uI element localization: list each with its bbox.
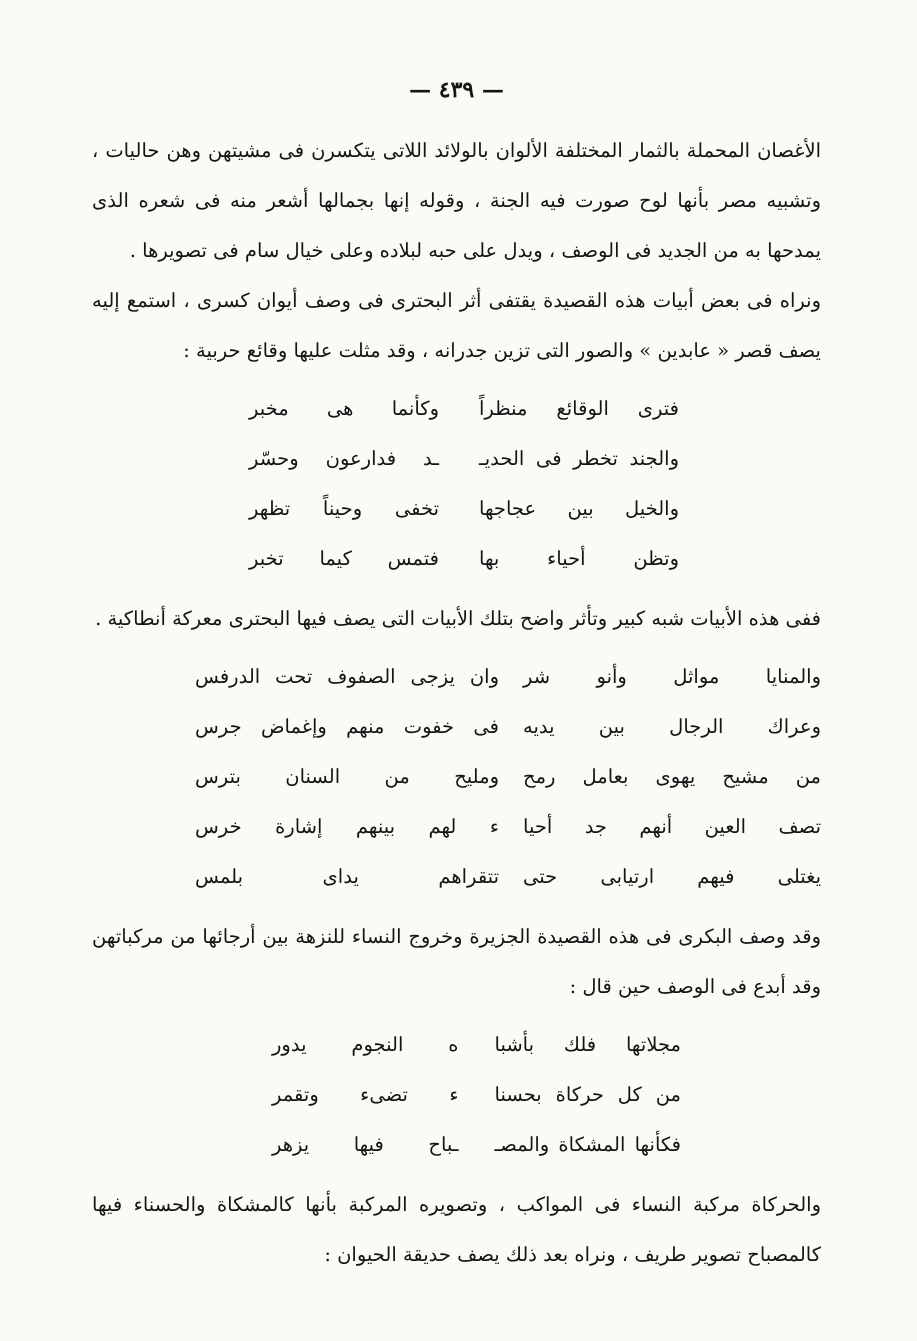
paragraph-4: وقد وصف البكرى فى هذه القصيدة الجزيرة وخروج النساء للنزهة بين أرجائها من مركباتهن وقد أبدع فى الوصف حين قال : [92, 925, 821, 998]
paragraph-5: والحركاة مركبة النساء فى المواكب ، وتصويره المركبة بأنها كالمشكاة والحسناء فيها كالمصباح تصوير طريف ، ونراه بعد ذلك يصف حديقة الحيوان : [92, 1193, 821, 1266]
paragraph-2: ونراه فى بعض أبيات هذه القصيدة يقتفى أثر البحترى فى وصف أيوان كسرى ، استمع إليه يصف قصر « عابدين » والصور التى تزين جدرانه ، وقد مثلت عليها وقائع حربية : [92, 289, 821, 362]
hemistich-second: ـباح فيها يزهر [272, 1133, 459, 1156]
hemistich-second: تتقراهم يداى بلمس [195, 865, 499, 888]
hemistich-second: تخفى وحيناً تظهر [249, 497, 439, 520]
paragraph-3: ففى هذه الأبيات شبه كبير وتأثر واضح بتلك الأبيات التى يصف فيها البحترى معركة أنطاكية . [95, 607, 821, 630]
hemistich-second: ومليح من السنان بترس [195, 765, 499, 788]
poem-line [232, 434, 679, 484]
hemistich-second: فتمس كيما تخبر [249, 547, 439, 570]
hemistich-second: وان يزجى الصفوف تحت الدرفس [195, 665, 499, 688]
poem-3 [92, 1020, 821, 1170]
poem-line [232, 534, 679, 584]
hemistich-second: فى خفوت منهم وإغماض جرس [195, 715, 499, 738]
poem-line [272, 1070, 681, 1120]
poem-line [148, 852, 821, 902]
paragraph-1: الأغصان المحملة بالثمار المختلفة الألوان بالولائد اللاتى يتكسرن فى مشيتهن وهن حاليات ، وتشبيه مصر بأنها لوح صورت فيه الجنة ، وقوله إنها بجمالها أشعر منه فى شعره الذى يمدحها به من الجديد فى الوصف ، ويدل على حبه لبلاده وعلى خيال سام فى تصويرها . [92, 139, 821, 262]
poem-line [232, 484, 679, 534]
hemistich-first: من كل حركاة بحسنا [494, 1083, 681, 1106]
hemistich-first: فكأنها المشكاة والمصـ [494, 1133, 681, 1156]
page-number: — ٤٣٩ — [409, 77, 504, 103]
hemistich-first: مجلاتها فلك بأشبا [494, 1033, 681, 1056]
hemistich-first: وتظن أحياء بها [479, 547, 679, 570]
poem-line [148, 702, 821, 752]
poem-line [272, 1120, 681, 1170]
hemistich-first: وعراك الرجال بين يديه [523, 715, 821, 738]
poem-line [148, 652, 821, 702]
hemistich-second: ـد فدارعون وحسّر [249, 447, 439, 470]
poem-line [148, 802, 821, 852]
poem-line [232, 384, 679, 434]
poem-1 [92, 384, 821, 584]
poem-2 [92, 652, 821, 902]
hemistich-second: ء تضىء وتقمر [272, 1083, 459, 1106]
hemistich-first: يغتلى فيهم ارتيابى حتى [523, 865, 821, 888]
hemistich-first: والمنايا مواثل وأنو شر [523, 665, 821, 688]
hemistich-first: والجند تخطر فى الحديـ [479, 447, 679, 470]
poem-line [272, 1020, 681, 1070]
hemistich-first: تصف العين أنهم جد أحيا [523, 815, 821, 838]
hemistich-second: وكأنما هى مخبر [249, 397, 439, 420]
hemistich-first: من مشيح يهوى بعامل رمح [523, 765, 821, 788]
hemistich-first: والخيل بين عجاجها [479, 497, 679, 520]
hemistich-first: فترى الوقائع منظراً [479, 397, 679, 420]
poem-line [148, 752, 821, 802]
hemistich-second: ء لهم بينهم إشارة خرس [195, 815, 499, 838]
hemistich-second: ه النجوم يدور [272, 1033, 459, 1056]
